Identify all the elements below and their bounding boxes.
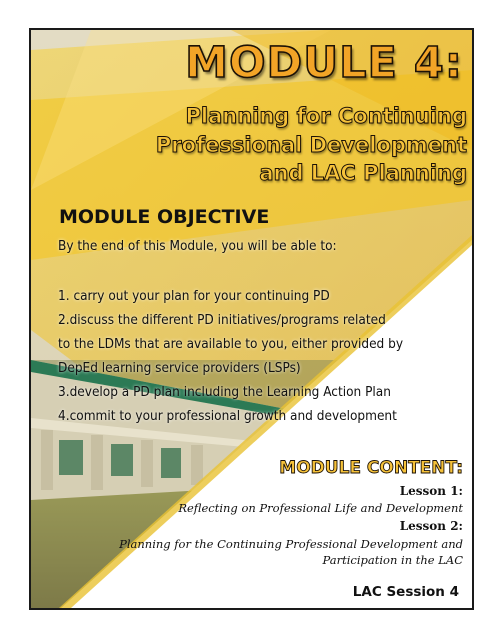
objective-item: 2.discuss the different PD initiatives/programs related: [58, 312, 386, 328]
objective-item: 1. carry out your plan for your continuing PD: [58, 288, 330, 304]
objective-intro: By the end of this Module, you will be able to:: [58, 238, 337, 254]
module-title: MODULE 4:: [185, 38, 463, 88]
content-heading: MODULE CONTENT:: [279, 458, 463, 478]
lesson-title: Participation in the LAC: [322, 553, 463, 567]
objective-item: DepEd learning service providers (LSPs): [58, 360, 301, 376]
lesson-title: Planning for the Continuing Professional Development and: [119, 537, 463, 551]
objective-item: to the LDMs that are available to you, either provided by: [58, 336, 404, 352]
objective-item: 4.commit to your professional growth and development: [58, 408, 397, 424]
module-subtitle-line: and LAC Planning: [259, 161, 467, 185]
objective-heading: MODULE OBJECTIVE: [59, 206, 270, 228]
lesson-label: Lesson 1:: [399, 484, 463, 498]
session-label: LAC Session 4: [352, 584, 459, 600]
module-subtitle-line: Planning for Continuing: [185, 104, 467, 128]
module-cover: [29, 28, 474, 610]
lesson-title: Reflecting on Professional Life and Development: [178, 501, 463, 515]
objective-item: 3.develop a PD plan including the Learning Action Plan: [58, 384, 391, 400]
lesson-label: Lesson 2:: [399, 519, 463, 533]
module-subtitle-line: Professional Development: [155, 133, 467, 157]
